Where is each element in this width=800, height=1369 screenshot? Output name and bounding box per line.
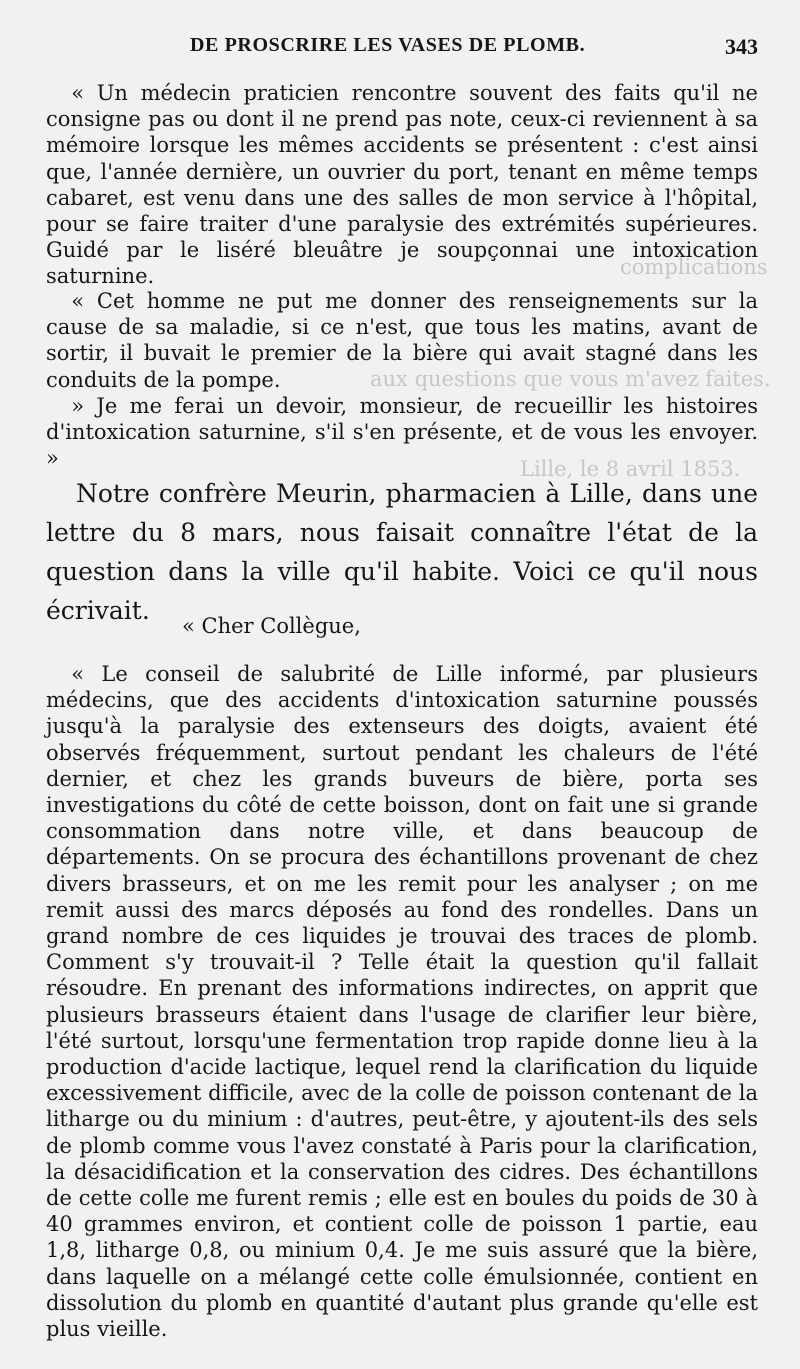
- running-title: DE PROSCRIRE LES VASES DE PLOMB.: [190, 34, 586, 56]
- page-number: 343: [725, 34, 758, 59]
- paragraph-meurin-introduction: Notre confrère Meurin, pharmacien à Lille, dans une lettre du 8 mars, nous faisait connaître l'état de la question dans la ville qu'il habite. Voici ce qu'il nous écrivait.: [46, 479, 758, 625]
- paragraph-patient-history: « Cet homme ne put me donner des renseignements sur la cause de sa maladie, si ce n'est, que tous les matins, avant de sortir, il buvait le premier de la bière qui avait stagné dans les conduits de la pompe.: [46, 289, 758, 392]
- paragraph-meurin-letter: « Le conseil de salubrité de Lille informé, par plusieurs médecins, que des accidents d'intoxication saturnine poussés jusqu'à la paralysie des extenseurs des doigts, avaient été observés fréquemment, surtout pendant les chaleurs de l'été dernier, et chez les grands buveurs de bière, porta ses investigations du côté de cette boisson, dont on fait une si grande consommation dans notre ville, et dans beaucoup de départements. On se procura des échantillons provenant de chez divers brasseurs, et on me les remit pour les analyser ; on me remit aussi des marcs déposés au fond des rondelles. Dans un grand nombre de ces liquides je trouvai des traces de plomb. Comment s'y trouvait-il ? Telle était la question qu'il fallait résoudre. En prenant des informations indirectes, on apprit que plusieurs brasseurs étaient dans l'usage de clarifier leur bière, l'été surtout, lorsqu'une fermentation trop rapide donne lieu à la production d'acide lactique, lequel rend la clarification du liquide excessivement difficile, avec de la colle de poisson contenant de la litharge ou du minium : d'autres, peut-être, y ajoutent-ils des sels de plomb comme vous l'avez constaté à Paris pour la clarification, la désacidification et la conservation des cidres. Des échantillons de cette colle me furent remis ; elle est en boules du poids de 30 à 40 grammes environ, et contient colle de poisson 1 partie, eau 1,8, litharge 0,8, ou minium 0,4. Je me suis assuré que la bière, dans laquelle on a mélangé cette colle émulsionnée, contient en dissolution du plomb en quantité d'autant plus grande qu'elle est plus vieille.: [46, 662, 758, 1342]
- bleed-through-text: Lille, le 8 avril 1853.: [520, 457, 741, 481]
- bleed-through-text: aux questions que vous m'avez faites.: [370, 367, 771, 391]
- paragraph-closing-promise: » Je me ferai un devoir, monsieur, de recueillir les histoires d'intoxication saturnine, s'il s'en présente, et de vous les envoyer. »: [46, 394, 758, 471]
- page-header: [0, 34, 800, 64]
- letter-salutation: « Cher Collègue,: [182, 614, 361, 638]
- paragraph-physician-observation: « Un médecin praticien rencontre souvent des faits qu'il ne consigne pas ou dont il ne prend pas note, ceux-ci reviennent à sa mémoire lorsque les mêmes accidents se présentent : c'est ainsi que, l'année dernière, un ouvrier du port, tenant en même temps cabaret, est venu dans une des salles de mon service à l'hôpital, pour se faire traiter d'une paralysie des extrémités supérieures. Guidé par le liséré bleuâtre je soupçonnai une intoxication saturnine.: [46, 81, 758, 289]
- bleed-through-text: complications: [620, 255, 768, 279]
